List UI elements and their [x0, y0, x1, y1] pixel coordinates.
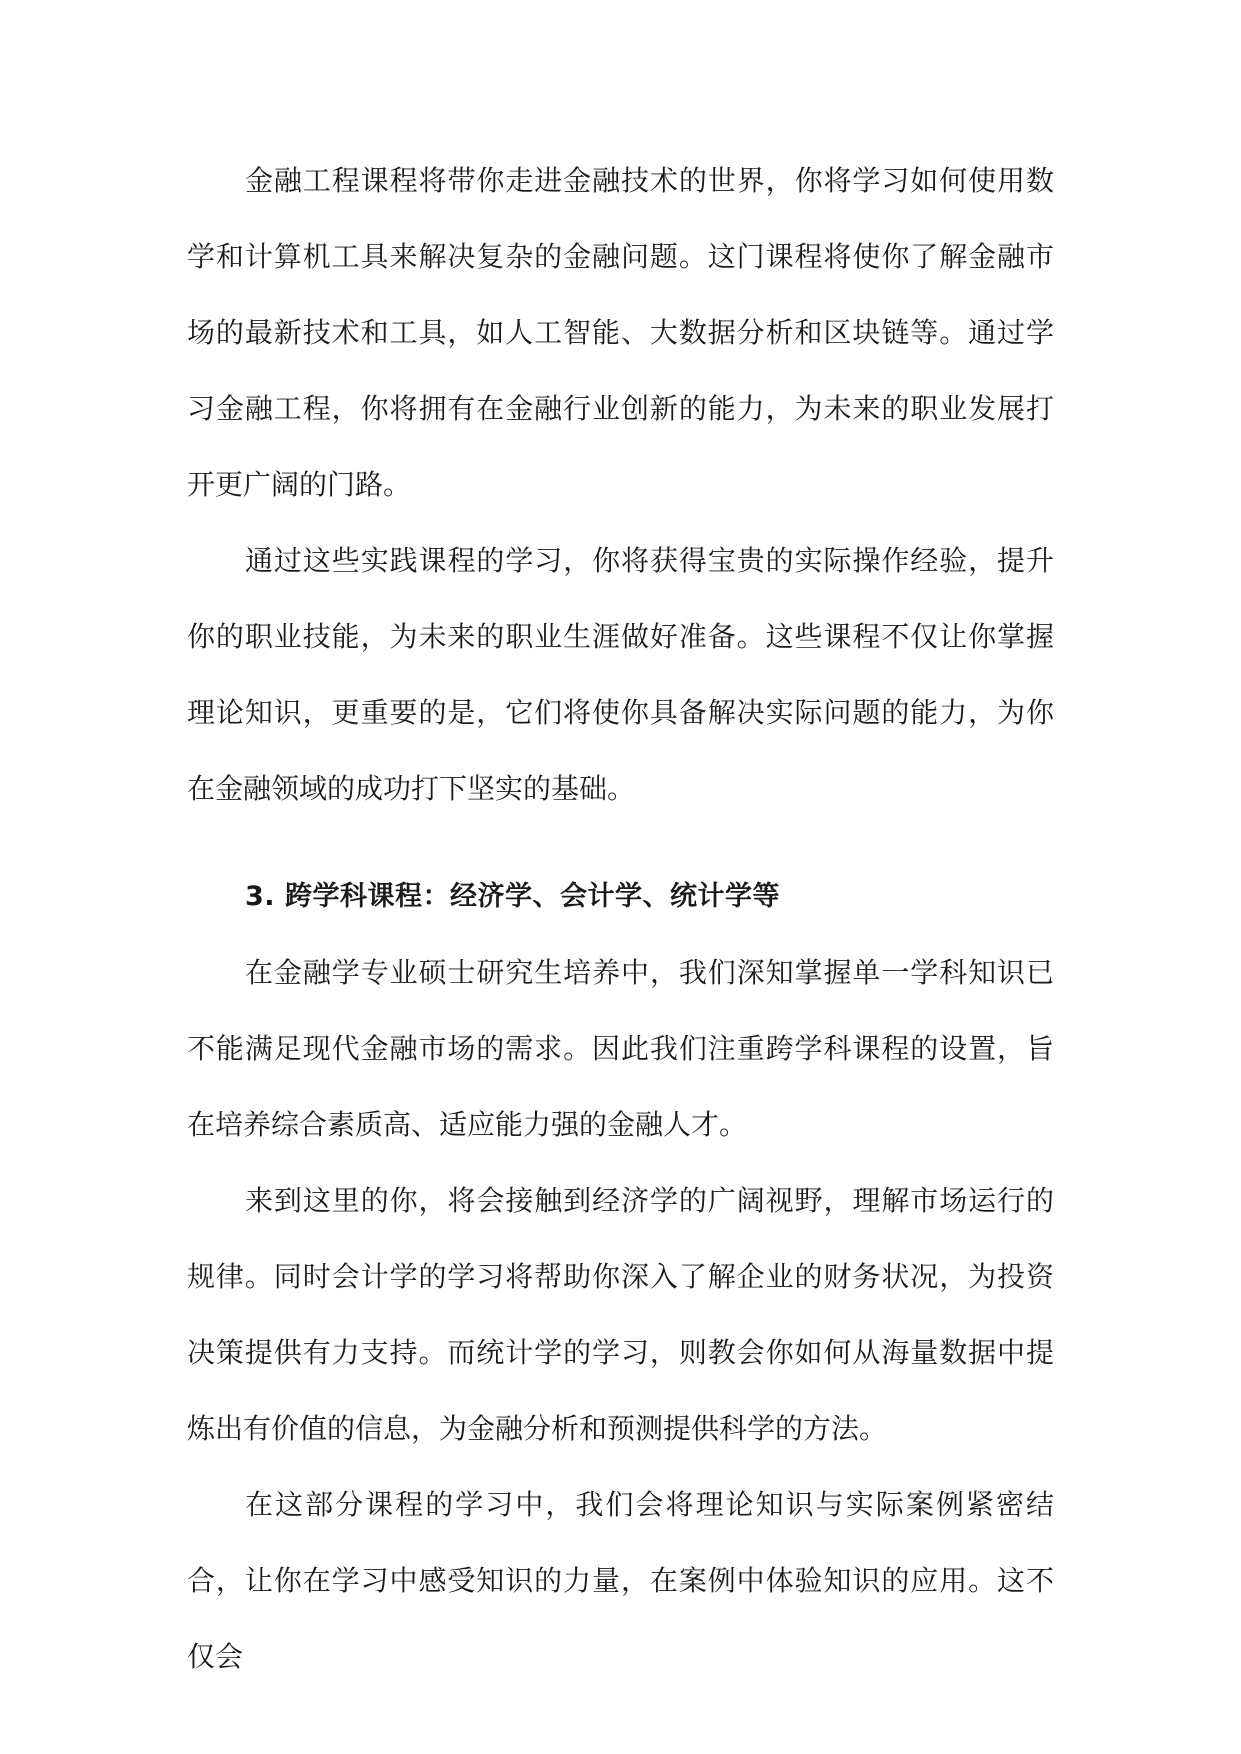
paragraph-economics-accounting-statistics: 来到这里的你，将会接触到经济学的广阔视野，理解市场运行的规律。同时会计学的学习将帮助你深入了解企业的财务状况，为投资决策提供有力支持。而统计学的学习，则教会你如何从海量数据中提炼出有价值的信息，为金融分析和预测提供科学的方法。	[187, 1184, 1054, 1445]
paragraph-practical-courses: 通过这些实践课程的学习，你将获得宝贵的实际操作经验，提升你的职业技能，为未来的职业生涯做好准备。这些课程不仅让你掌握理论知识，更重要的是，它们将使你具备解决实际问题的能力，为你在金融领域的成功打下坚实的基础。	[187, 544, 1054, 805]
document-body	[187, 143, 1054, 1695]
paragraph-interdisciplinary-intro: 在金融学专业硕士研究生培养中，我们深知掌握单一学科知识已不能满足现代金融市场的需求。因此我们注重跨学科课程的设置，旨在培养综合素质高、适应能力强的金融人才。	[187, 956, 1054, 1141]
section-heading: 3. 跨学科课程：经济学、会计学、统计学等	[245, 881, 780, 912]
paragraph-financial-engineering: 金融工程课程将带你走进金融技术的世界，你将学习如何使用数学和计算机工具来解决复杂的金融问题。这门课程将使你了解金融市场的最新技术和工具，如人工智能、大数据分析和区块链等。通过学习金融工程，你将拥有在金融行业创新的能力，为未来的职业发展打开更广阔的门路。	[187, 164, 1054, 501]
paragraph-theory-and-cases: 在这部分课程的学习中，我们会将理论知识与实际案例紧密结合，让你在学习中感受知识的力量，在案例中体验知识的应用。这不仅会	[187, 1488, 1054, 1673]
